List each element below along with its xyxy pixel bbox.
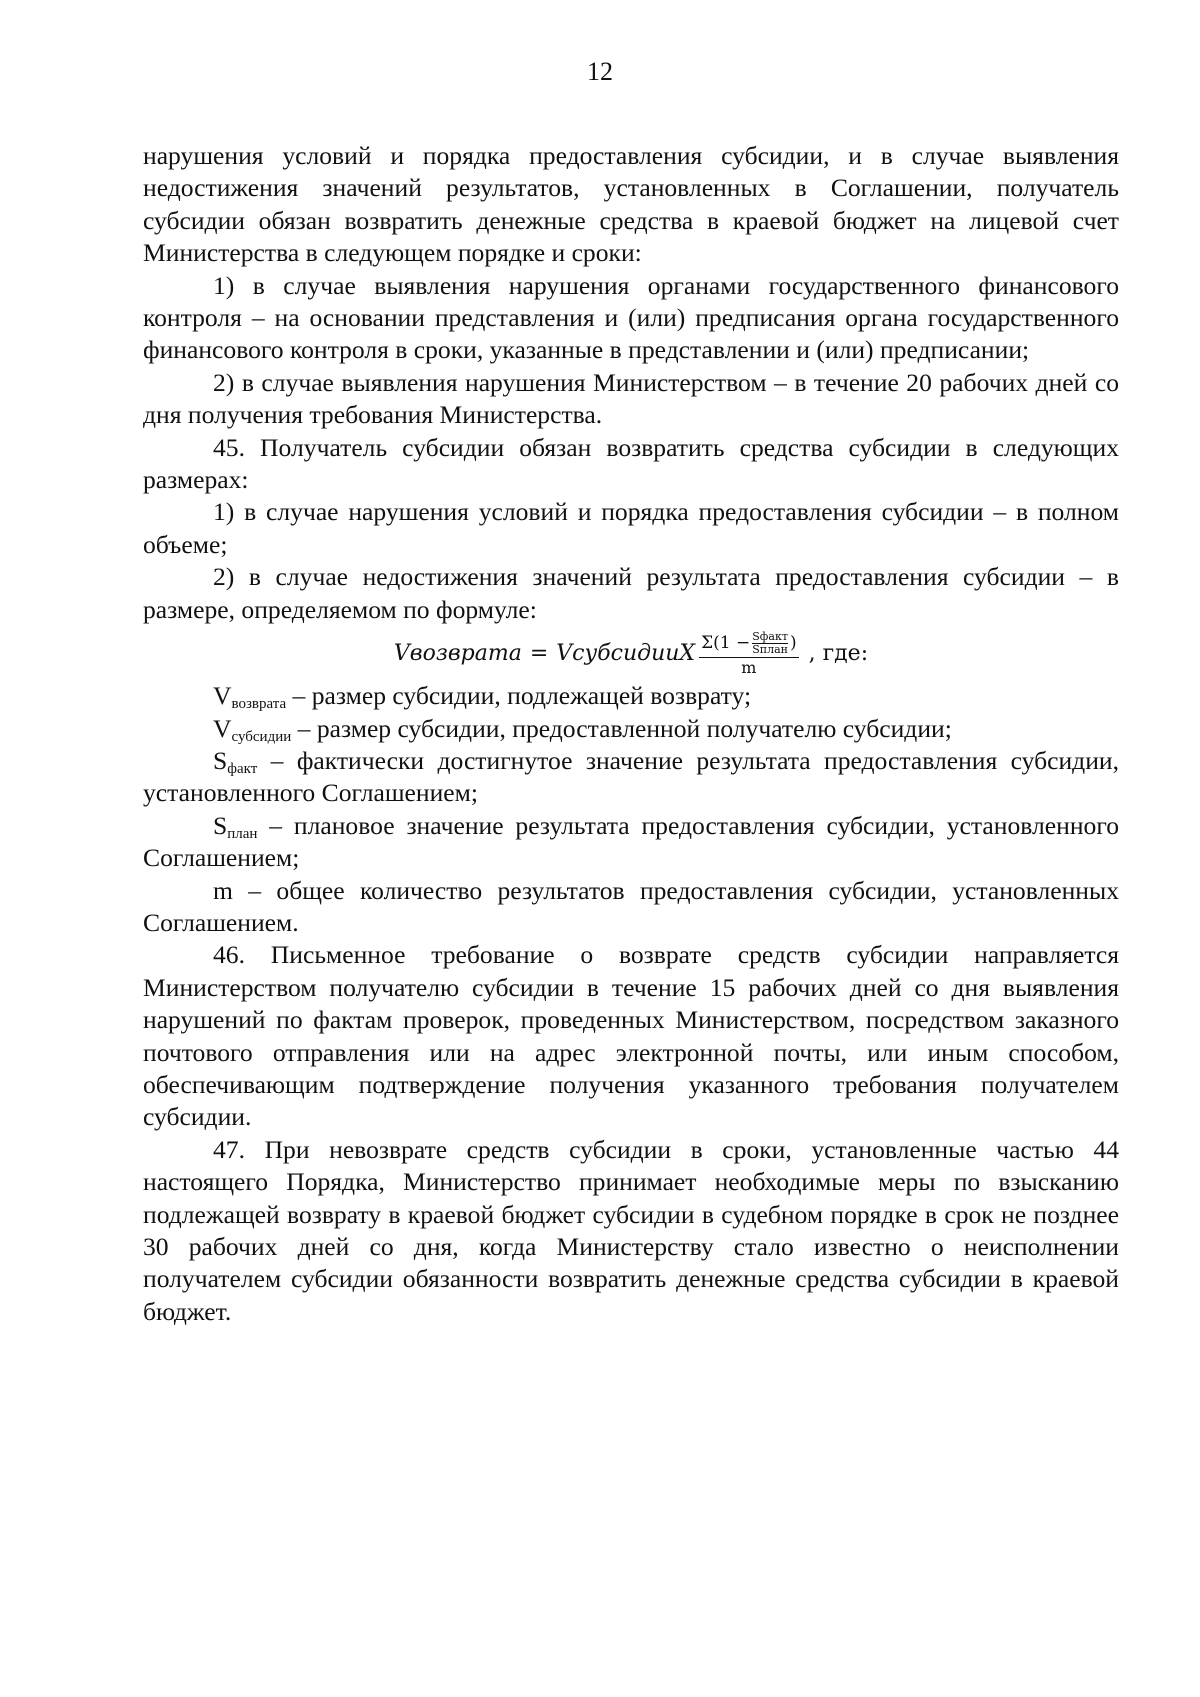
- formula-rhs-var: VсубсидииX: [556, 640, 696, 666]
- definition-s-plan: $S_{план}$ – плановое значение результата предоставления субсидии, установленного Соглашением;: [143, 810, 1119, 873]
- formula-equals: =: [529, 640, 549, 666]
- paragraph-continuation: нарушения условий и порядка предоставления субсидии, и в случае выявления недостижения значений результатов, установленных в Соглашении, получатель субсидии обязан возвратить денежные средства в краевой бюджет на лицевой счет Министерства в следующем порядке и сроки:: [143, 141, 1119, 268]
- formula-lhs: Vвозврата: [393, 640, 522, 666]
- paragraph-47: 47. При невозврате средств субсидии в сроки, установленные частью 44 настоящего Порядка, Министерство принимает необходимые меры по взысканию подлежащей возврату в краевой бюджет субсидии в судебном порядке в срок не позднее 30 рабочих дней со дня, когда Министерству стало известно о неисполнении получателем субсидии обязанности возвратить денежные средства субсидии в краевой бюджет.: [143, 1134, 1119, 1326]
- formula-tail: , где:: [808, 640, 869, 666]
- paragraph-45: 45. Получатель субсидии обязан возвратить средства субсидии в следующих размерах:: [143, 432, 1119, 495]
- formula-sum-close: ): [789, 633, 797, 654]
- formula-inner-denominator: Sплан: [752, 642, 788, 656]
- paragraph-item-1: 1) в случае выявления нарушения органами государственного финансового контроля – на основании представления и (или) предписания органа государственного финансового контроля в сроки, указанные в представлении и (или) предписании;: [143, 270, 1119, 365]
- definition-v-subsidy: $V_{субсидии}$ – размер субсидии, предоставленной получателю субсидии;: [213, 713, 952, 745]
- formula-inner-fraction: [752, 631, 788, 656]
- paragraph-45-item-1: 1) в случае нарушения условий и порядка предоставления субсидии – в полном объеме;: [143, 497, 1119, 559]
- paragraph-item-2: 2) в случае выявления нарушения Министерством – в течение 20 рабочих дней со дня получения требования Министерства.: [143, 367, 1119, 430]
- formula-denominator: m: [741, 657, 757, 677]
- formula-sum-open: Σ(1 −: [701, 633, 751, 654]
- paragraph-45-item-2: 2) в случае недостижения значений результата предоставления субсидии – в размере, определяемом по формуле:: [143, 562, 1119, 624]
- definition-v-return: $V_{возврата}$ – размер субсидии, подлежащей возврату;: [213, 681, 752, 713]
- paragraph-46: 46. Письменное требование о возврате средств субсидии направляется Министерством получателю субсидии в течение 15 рабочих дней со дня выявления нарушений по фактам проверок, проведенных Министерством, посредством заказного почтового отправления или на адрес электронной почты, или иным способом, обеспечивающим подтверждение получения указанного требования получателем субсидии.: [143, 940, 1119, 1132]
- document-body: [143, 140, 1119, 1328]
- formula-inner-numerator: Sфакт: [752, 629, 788, 643]
- definition-m: m – общее количество результатов предоставления субсидии, установленных Соглашением.: [143, 875, 1119, 937]
- formula-fraction: [699, 631, 799, 678]
- definition-s-fact: $S_{факт}$ – фактически достигнутое значение результата предоставления субсидии, установленного Соглашением;: [143, 745, 1119, 808]
- formula-numerator: [699, 631, 799, 658]
- page-number: 12: [587, 57, 613, 86]
- return-formula: [143, 628, 1119, 680]
